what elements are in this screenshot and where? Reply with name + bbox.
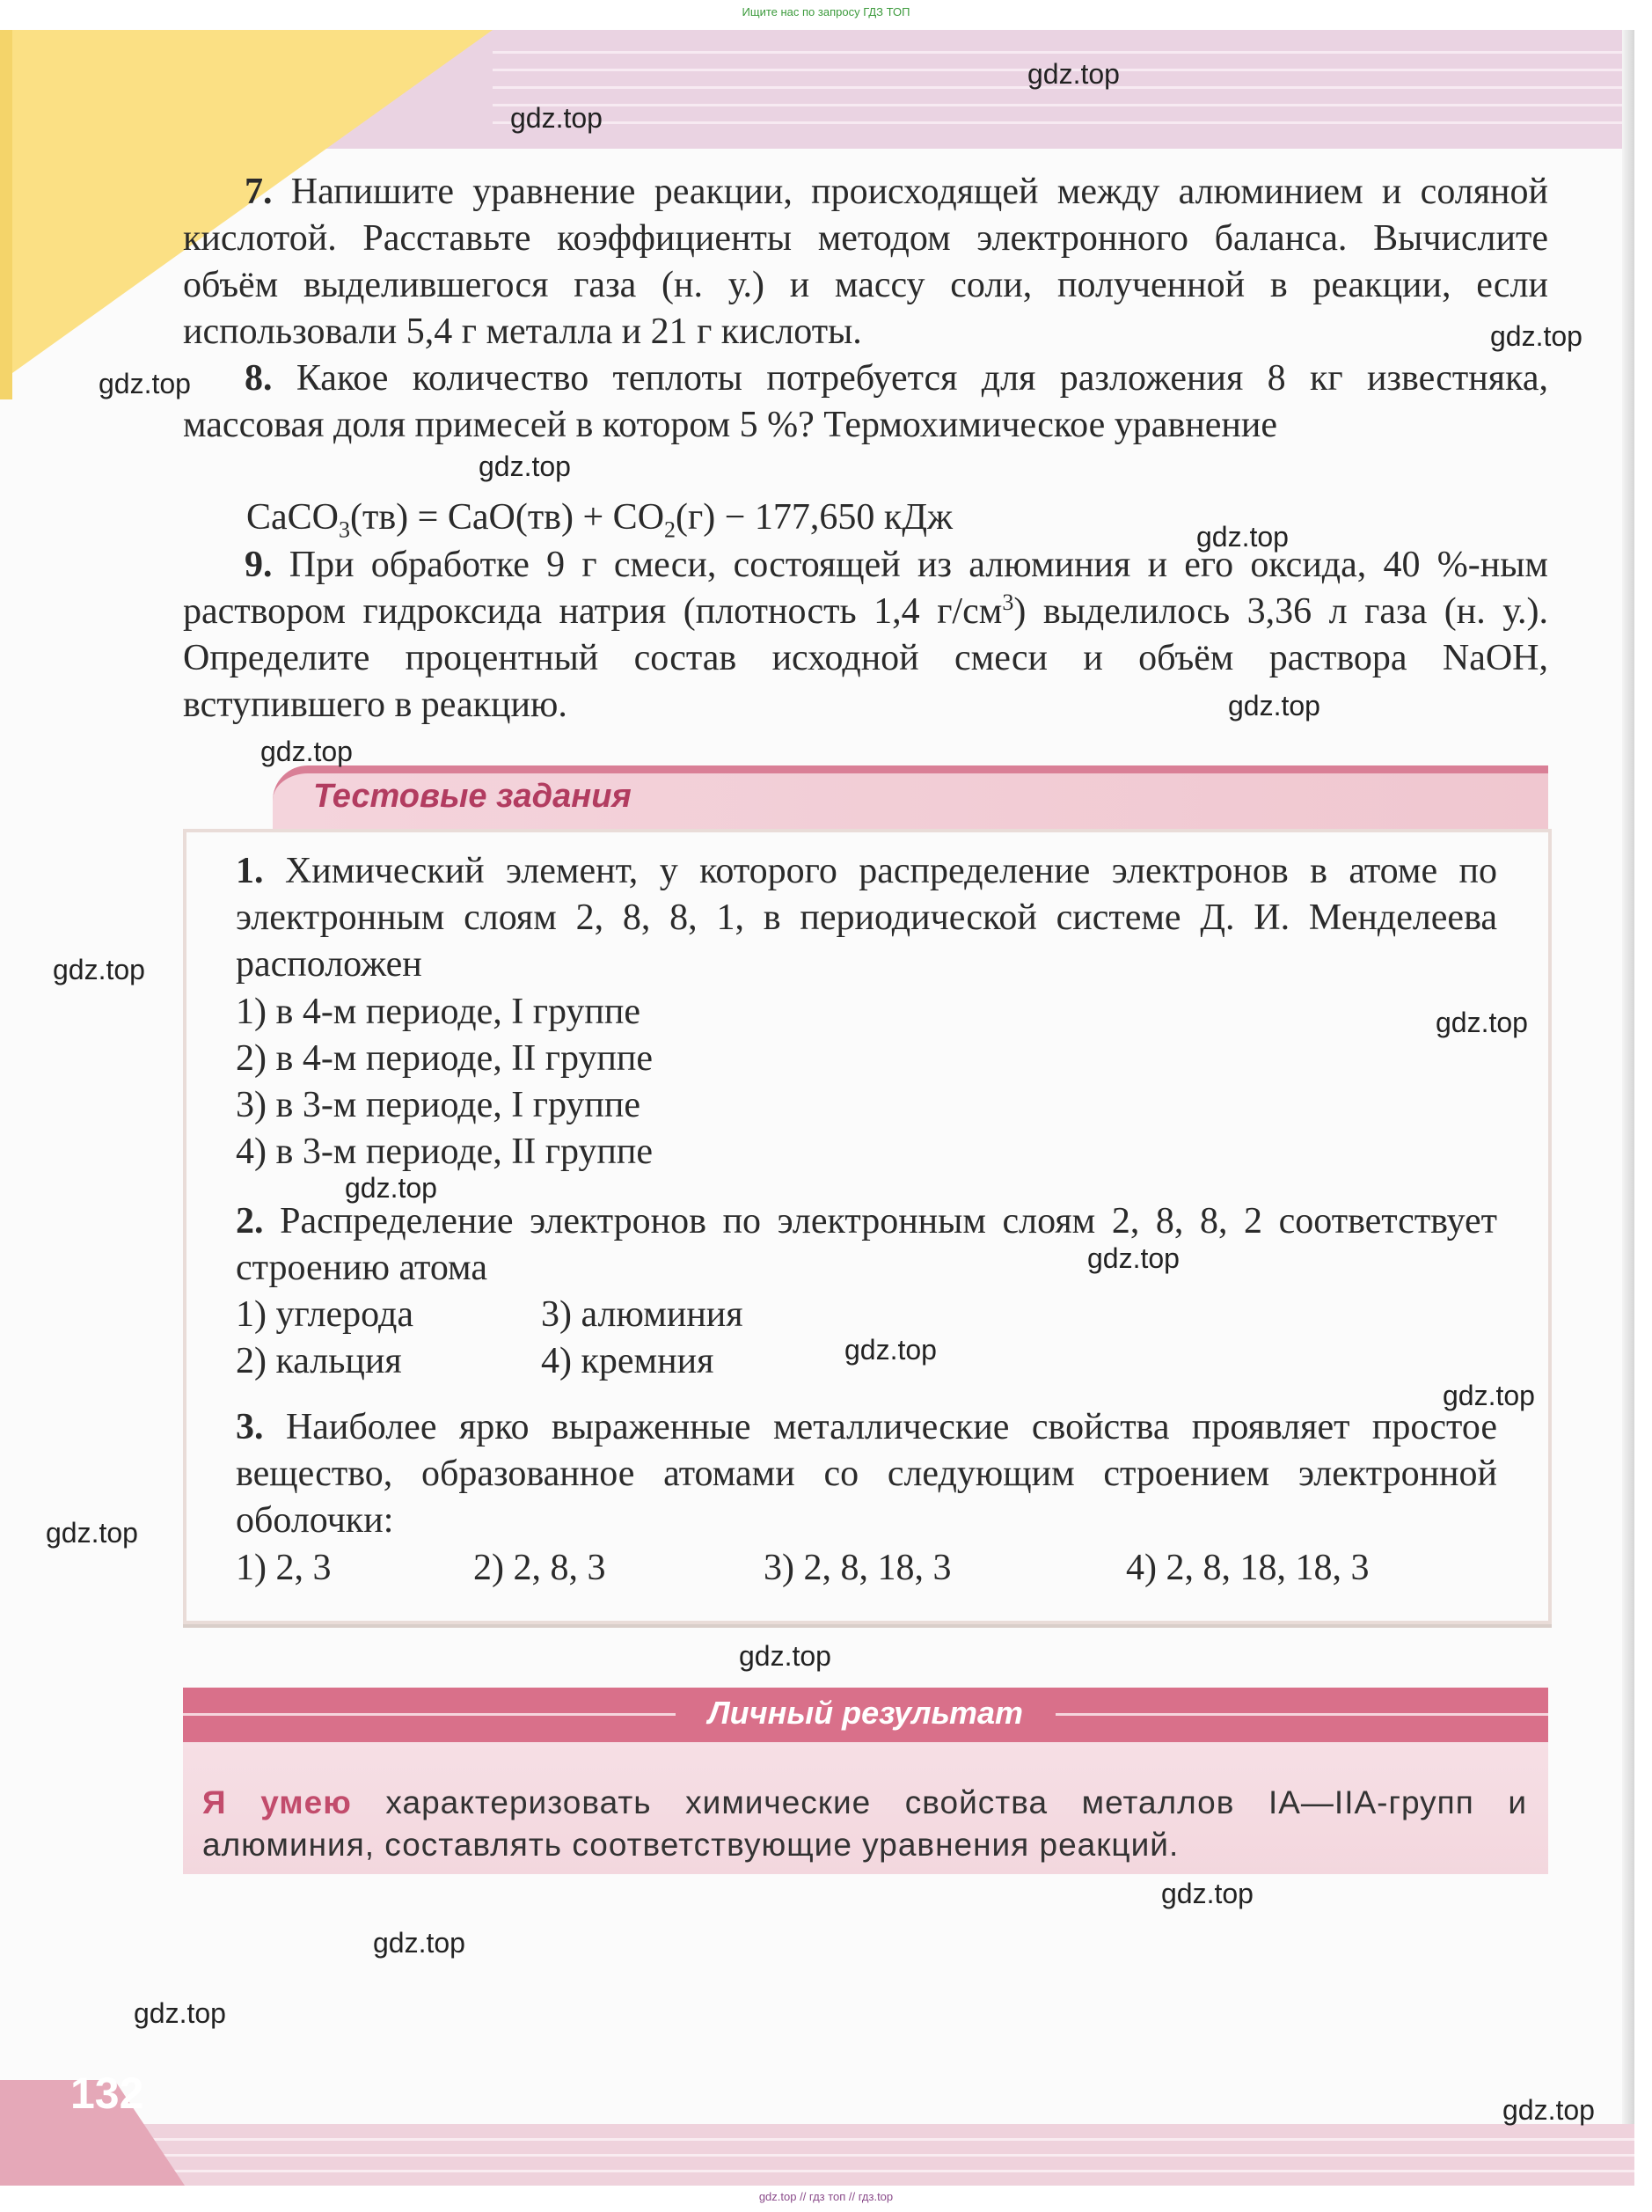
task-9: 9. При обработке 9 г смеси, состоящей из алюминия и его оксида, 40 %-ным раствором гидроксида натрия (плотность 1,4 $г/см^3$) выделилось 3,36 л газа (н. у.). Определите процентный состав исходной смеси и объём раствора NaOH, вступившего в реакцию. [183,545,1548,725]
test-question-2: 2. Распределение электронов по электронным слоям 2, 8, 8, 2 соответствует строению атома [236,1201,1498,1288]
task-text: Какое количество теплоты потребуется для разложения 8 кг известняка, массовая доля примесей в котором 5 %? Термохимическое уравнение [183,358,1548,445]
footer-band [0,2124,1634,2186]
answer-option: 4) в 3-м периоде, II группе [236,1132,654,1172]
watermark: gdz.top [46,1517,138,1549]
watermark: gdz.top [1436,1007,1528,1038]
watermark: gdz.top [1502,2094,1595,2126]
watermark: gdz.top [53,954,145,985]
answer-option: 1) в 4-м периоде, I группе [236,992,641,1032]
answer-option: 2) в 4-м периоде, II группе [236,1038,654,1079]
page-number: 132 [70,2069,144,2118]
watermark: gdz.top [844,1334,937,1366]
test-section-title: Тестовые задания [313,778,632,815]
personal-result-title: Личный результат [707,1695,1024,1731]
watermark: gdz.top [99,368,191,399]
watermark: gdz.top [134,1997,226,2029]
watermark: gdz.top [1490,320,1583,352]
watermark: gdz.top [1443,1380,1535,1411]
watermark: gdz.top [739,1640,831,1672]
answer-option: 1) 2, 3 [236,1548,332,1588]
watermark: gdz.top [479,450,571,482]
answer-option: 2) кальция [236,1341,402,1381]
watermark: gdz.top [1196,521,1289,553]
watermark: gdz.top [1161,1878,1254,1909]
personal-result-text: Я умею характеризовать химические свойства металлов IA—IIA-групп и алюминия, составлять соответствующие уравнения реакций. [202,1784,1527,1863]
watermark: gdz.top [373,1927,465,1959]
task-8 [183,355,1548,449]
watermark: gdz.top [1087,1242,1180,1274]
answer-option: 4) кремния [541,1341,714,1381]
thermochemical-equation: CaCO$_3$(тв) = $CaO(тв) + CO_2(г) - 177,650$ кДж [246,497,953,543]
answer-option: 3) алюминия [541,1294,743,1335]
task-number: 8. [245,358,273,399]
answer-option: 1) углерода [236,1294,413,1335]
task-text: Напишите уравнение реакции, происходящей между алюминием и соляной кислотой. Расставьте коэффициенты методом электронного баланса. Вычислите объём выделившегося газа (н. у.) и массу соли, полученной в реакции, если использовали 5,4 г металла и 21 г кислоты. [183,172,1548,352]
answer-option: 3) 2, 8, 18, 3 [764,1548,952,1588]
watermark: gdz.top [345,1172,437,1204]
answer-option: 2) 2, 8, 3 [473,1548,606,1588]
watermark: gdz.top [1027,58,1120,90]
task-number: 9. [245,545,273,585]
watermark: gdz.top [260,736,353,767]
answer-option: 3) в 3-м периоде, I группе [236,1085,641,1125]
watermark: gdz.top [510,102,603,134]
watermark: gdz.top [1228,690,1320,721]
bottom-note: gdz.top // гдз топ // гдз.top [758,2190,894,2203]
test-question-1: 1. Химический элемент, у которого распределение электронов в атоме по электронным слоям 2, 8, 8, 1, в периодической системе Д. И. Менделеева расположен [236,851,1498,985]
answer-option: 4) 2, 8, 18, 18, 3 [1126,1548,1370,1588]
top-note: Ищите нас по запросу ГДЗ ТОП [742,5,910,18]
task-7 [183,169,1548,355]
task-number: 7. [245,172,273,212]
personal-result-band [183,1688,1548,1742]
test-question-3: 3. Наиболее ярко выраженные металлические свойства проявляет простое вещество, образованное атомами со следующим строением электронной оболочки: [236,1407,1498,1541]
